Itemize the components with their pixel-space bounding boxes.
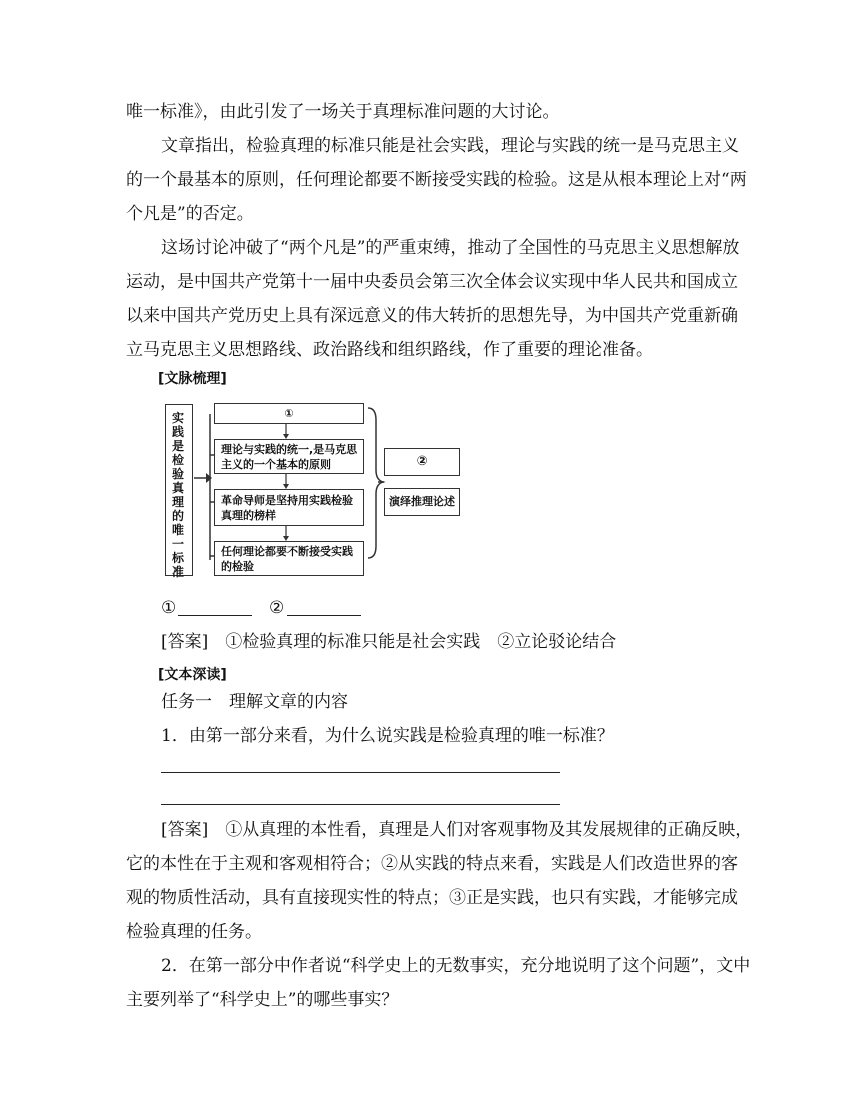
answer-1-line: 观的物质性活动，具有直接现实性的特点；③正是实践，也只有实践，才能够完成 [126, 888, 738, 908]
paragraph-line: 立马克思主义思想路线、政治路线和组织路线，作了重要的理论准备。 [126, 340, 653, 360]
paragraph-line: 以来中国共产党历史上具有深远意义的伟大转折的思想先导，为中国共产党重新确 [126, 306, 738, 326]
diagram-box-2-text: 理论与实践的统一,是马克思主义的一个基本的原则 [221, 443, 358, 471]
diagram-box-method-text: 演绎推理论述 [389, 495, 455, 508]
diagram-box-answer-2-text: ② [416, 454, 428, 469]
section-tag-deep-read: [文本深读] [158, 667, 227, 683]
paragraph-line: 的一个最基本的原则，任何理论都要不断接受实践的检验。这是从根本理论上对“两 [126, 170, 747, 190]
diagram-box-1 [214, 403, 364, 424]
question-1: 1．由第一部分来看，为什么说实践是检验真理的唯一标准？ [161, 726, 614, 746]
question-2-line: 2．在第一部分中作者说“科学史上的无数事实，充分地说明了这个问题”，文中 [161, 956, 751, 976]
answer-line: [答案] ①检验真理的标准只能是社会实践 ②立论驳论结合 [161, 632, 617, 652]
paragraph-line: 唯一标准》，由此引发了一场关于真理标准问题的大讨论。 [126, 102, 560, 122]
diagram-box-3 [214, 489, 364, 526]
answer-1-line: 检验真理的任务。 [126, 922, 262, 942]
diagram-left-text: 实践是检验真理的唯一标准 [172, 411, 185, 579]
paragraph-line: 运动，是中国共产党第十一届中央委员会第三次全体会议实现中华人民共和国成立 [126, 272, 738, 292]
diagram-box-answer-2 [384, 448, 460, 476]
diagram-box-4-text: 任何理论都要不断接受实践的检验 [221, 545, 353, 573]
blank-2[interactable] [287, 614, 361, 616]
answer-blank-line-1[interactable] [161, 771, 560, 773]
diagram-box-method [384, 488, 460, 516]
answer-1-line: [答案] ①从真理的本性看，真理是人们对客观事物及其发展规律的正确反映， [161, 820, 753, 840]
task-heading: 任务一 理解文章的内容 [161, 692, 348, 712]
diagram-box-1-text: ① [284, 407, 294, 420]
answer-blank-line-2[interactable] [161, 803, 560, 805]
paragraph-line: 个凡是”的否定。 [126, 204, 254, 224]
diagram-box-4 [214, 541, 364, 576]
section-tag-context: [文脉梳理] [158, 371, 227, 387]
paragraph-line: 文章指出，检验真理的标准只能是社会实践，理论与实践的统一是马克思主义 [161, 136, 739, 156]
blank-label-1: ① [161, 598, 177, 618]
diagram-box-3-text: 革命导师是坚持用实践检验真理的榜样 [221, 494, 353, 522]
blank-1[interactable] [178, 614, 252, 616]
answer-1-line: 它的本性在于主观和客观相符合；②从实践的特点来看，实践是人们改造世界的客 [126, 854, 738, 874]
diagram-box-2 [214, 439, 364, 474]
question-2-line: 主要列举了“科学史上”的哪些事实？ [126, 990, 399, 1010]
paragraph-line: 这场讨论冲破了“两个凡是”的严重束缚，推动了全国性的马克思主义思想解放 [161, 238, 740, 258]
blank-label-2: ② [269, 598, 285, 618]
diagram-left-box [165, 404, 193, 579]
